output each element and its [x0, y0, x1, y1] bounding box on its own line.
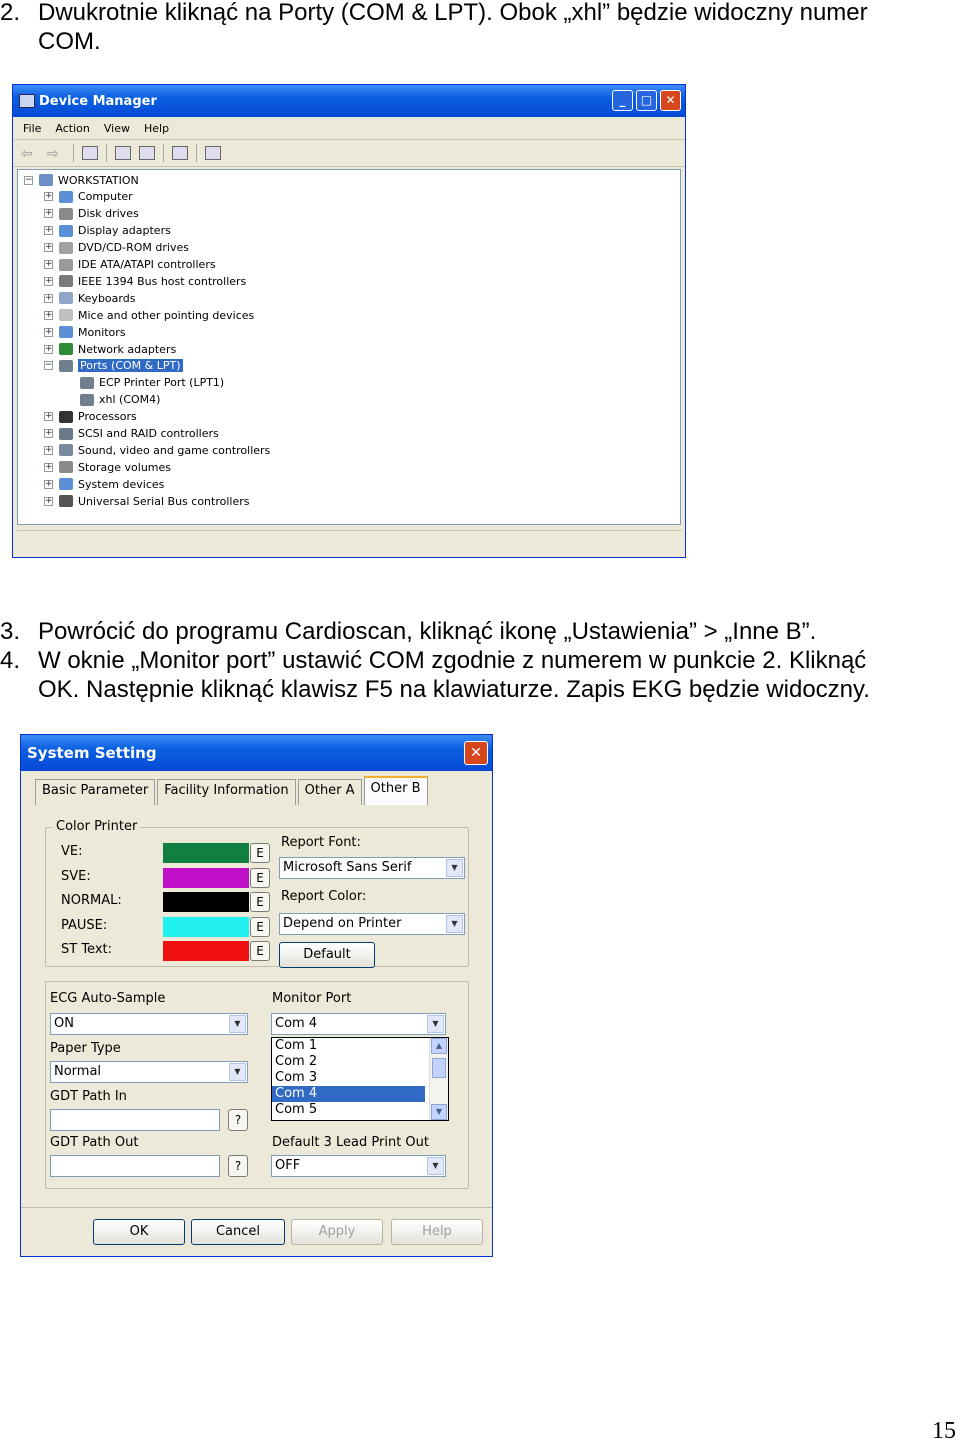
- expand-icon[interactable]: +: [45, 444, 53, 455]
- report-color-value: Depend on Printer: [283, 916, 402, 931]
- tree-item-label: IEEE 1394 Bus host controllers: [78, 274, 247, 288]
- expand-icon[interactable]: +: [45, 411, 53, 422]
- step-3-number: 3.: [0, 618, 21, 645]
- properties-icon[interactable]: [115, 146, 131, 160]
- tree-item-label: Network adapters: [78, 342, 177, 356]
- monitor-icon: [59, 326, 73, 338]
- workstation-icon: [39, 174, 53, 186]
- color-row-label: ST Text:: [61, 942, 112, 957]
- tree-item[interactable]: [44, 240, 189, 256]
- expand-icon[interactable]: +: [45, 275, 53, 286]
- disk-drive-icon: [59, 208, 73, 220]
- tree-item-label: WORKSTATION: [58, 173, 139, 187]
- print-icon[interactable]: [139, 146, 155, 160]
- tab-other-b[interactable]: Other B: [364, 776, 428, 805]
- tree-item-label: DVD/CD-ROM drives: [78, 241, 189, 255]
- tree-item-label: xhl (COM4): [99, 393, 161, 407]
- default-3lead-select[interactable]: [271, 1155, 446, 1177]
- expand-icon[interactable]: +: [45, 478, 53, 489]
- tree-item-label: Sound, video and game controllers: [78, 443, 271, 457]
- forward-arrow-icon[interactable]: ⇨: [47, 145, 59, 161]
- system-setting-titlebar[interactable]: [21, 735, 492, 771]
- color-row-label: PAUSE:: [61, 917, 108, 933]
- gdt-path-out-label: GDT Path Out: [50, 1135, 139, 1150]
- menu-file[interactable]: File: [23, 121, 42, 135]
- processor-icon: [59, 411, 73, 423]
- expand-icon[interactable]: +: [45, 208, 53, 219]
- toolbar-separator: [73, 144, 74, 162]
- default-3lead-label: Default 3 Lead Print Out: [272, 1135, 430, 1150]
- expand-icon[interactable]: +: [45, 461, 53, 472]
- port-option[interactable]: Com 2: [275, 1054, 318, 1069]
- chevron-down-icon[interactable]: ▼: [446, 915, 463, 933]
- tree-item-label: IDE ATA/ATAPI controllers: [78, 258, 216, 271]
- system-setting-title: System Setting: [27, 744, 157, 762]
- expand-icon[interactable]: +: [45, 225, 53, 236]
- tab-other-a[interactable]: Other A: [298, 779, 362, 805]
- chevron-down-icon[interactable]: ▼: [446, 859, 463, 877]
- edit-color-button[interactable]: E: [250, 868, 270, 888]
- close-button[interactable]: ✕: [660, 90, 681, 111]
- tree-item[interactable]: [44, 290, 135, 306]
- device-manager-icon: [19, 94, 35, 108]
- report-font-label: Report Font:: [281, 835, 361, 850]
- menu-action[interactable]: Action: [55, 121, 90, 135]
- chevron-down-icon[interactable]: ▼: [427, 1015, 444, 1033]
- color-row-label: VE:: [61, 844, 83, 859]
- report-font-select[interactable]: [279, 857, 465, 879]
- system-setting-window: [20, 734, 493, 1257]
- port-option[interactable]: Com 5: [275, 1102, 318, 1117]
- tree-item[interactable]: [44, 257, 216, 273]
- default-button[interactable]: Default: [279, 942, 375, 968]
- page-number: 15: [932, 1418, 956, 1444]
- tree-item-label: System devices: [78, 477, 165, 491]
- gdt-path-in-input[interactable]: [50, 1109, 220, 1131]
- scan-hardware-icon[interactable]: [205, 146, 221, 160]
- paper-type-value: Normal: [54, 1064, 102, 1079]
- tree-item[interactable]: [44, 324, 126, 340]
- ieee1394-icon: [59, 275, 73, 287]
- color-printer-label: Color Printer: [53, 819, 140, 834]
- chevron-down-icon[interactable]: ▼: [229, 1015, 246, 1033]
- toolbar: [13, 140, 685, 167]
- tree-item-label: Display adapters: [78, 224, 171, 238]
- tree-item-label: Disk drives: [78, 207, 139, 221]
- status-bar: [17, 530, 681, 553]
- tree-child-item[interactable]: [80, 375, 224, 391]
- expand-icon[interactable]: +: [45, 259, 53, 269]
- tree-item-label: Monitors: [78, 325, 126, 339]
- tab-basic-parameter[interactable]: Basic Parameter: [35, 779, 155, 805]
- collapse-icon[interactable]: −: [25, 174, 33, 185]
- color-swatch: [163, 917, 249, 937]
- tree-item[interactable]: [44, 493, 249, 509]
- report-color-label: Report Color:: [281, 889, 367, 904]
- mouse-icon: [59, 309, 73, 321]
- tree-item-label: Universal Serial Bus controllers: [78, 494, 250, 508]
- gdt-path-in-label: GDT Path In: [50, 1089, 127, 1104]
- port-option[interactable]: Com 4: [272, 1086, 425, 1102]
- ecg-auto-sample-select[interactable]: [50, 1013, 248, 1035]
- tree-item[interactable]: [44, 307, 254, 323]
- tree-item[interactable]: [44, 189, 133, 205]
- tree-item[interactable]: [44, 442, 270, 458]
- edit-color-button[interactable]: E: [250, 941, 270, 961]
- expand-icon[interactable]: +: [45, 428, 53, 438]
- toolbar-separator: [106, 144, 107, 162]
- expand-icon[interactable]: +: [45, 343, 53, 354]
- device-manager-title: Device Manager: [39, 93, 157, 109]
- chevron-down-icon[interactable]: ▼: [229, 1063, 246, 1081]
- step-4-number: 4.: [0, 647, 21, 674]
- show-hide-console-icon[interactable]: [82, 146, 98, 160]
- color-swatch: [163, 843, 249, 863]
- color-swatch: [163, 892, 249, 912]
- collapse-icon[interactable]: −: [45, 360, 53, 371]
- report-font-value: Microsoft Sans Serif: [283, 860, 412, 875]
- tree-item-label: ECP Printer Port (LPT1): [99, 376, 225, 390]
- tree-child-item[interactable]: [80, 392, 160, 408]
- gdt-path-in-browse-button[interactable]: ?: [228, 1109, 248, 1131]
- device-manager-titlebar[interactable]: [13, 85, 685, 117]
- tree-item[interactable]: [44, 358, 183, 374]
- step-4-text-cont: OK. Następnie kliknąć klawisz F5 na klawiaturze. Zapis EKG będzie widoczny.: [38, 676, 870, 703]
- edit-color-button[interactable]: E: [250, 843, 270, 863]
- tree-item-label: SCSI and RAID controllers: [78, 427, 219, 440]
- display-adapter-icon: [59, 225, 73, 237]
- close-button[interactable]: ✕: [464, 741, 488, 765]
- tab-facility-information[interactable]: Facility Information: [157, 779, 295, 805]
- device-tree[interactable]: [17, 169, 681, 525]
- step-2-text: Dwukrotnie kliknąć na Porty (COM & LPT). Obok „xhl” będzie widoczny numer: [38, 0, 868, 26]
- step-4-text: W oknie „Monitor port” ustawić COM zgodnie z numerem w punkcie 2. Kliknąć: [38, 647, 867, 674]
- ecg-auto-sample-value: ON: [54, 1016, 74, 1031]
- expand-icon[interactable]: +: [45, 309, 53, 320]
- toolbar-separator: [196, 144, 197, 162]
- color-swatch: [163, 941, 249, 961]
- step-2-number: 2.: [0, 0, 21, 26]
- apply-button[interactable]: Apply: [291, 1219, 383, 1245]
- cancel-button[interactable]: Cancel: [191, 1219, 285, 1245]
- expand-icon[interactable]: +: [45, 292, 53, 303]
- help-icon[interactable]: [172, 146, 188, 160]
- tree-item-label: Computer: [78, 190, 133, 204]
- scroll-down-icon[interactable]: ▼: [431, 1104, 447, 1120]
- menu-help[interactable]: Help: [143, 121, 170, 135]
- scsi-icon: [59, 428, 73, 440]
- monitor-port-value: Com 4: [275, 1016, 318, 1031]
- system-device-icon: [59, 478, 73, 490]
- tree-item[interactable]: [44, 409, 137, 425]
- scroll-up-icon[interactable]: ▲: [431, 1038, 447, 1054]
- network-adapter-icon: [59, 343, 73, 355]
- port-option[interactable]: Com 3: [275, 1070, 318, 1085]
- menu-bar: [13, 117, 685, 140]
- tree-item-label: Ports (COM & LPT): [80, 359, 181, 373]
- usb-icon: [59, 495, 73, 507]
- tree-item[interactable]: [44, 273, 246, 289]
- tree-item[interactable]: [44, 476, 164, 492]
- menu-view[interactable]: View: [103, 121, 130, 135]
- chevron-down-icon[interactable]: ▼: [427, 1157, 444, 1175]
- tree-item-label: Keyboards: [78, 291, 136, 305]
- printer-port-icon: [80, 377, 94, 389]
- device-manager-window: [12, 84, 686, 558]
- tree-root[interactable]: [24, 172, 139, 188]
- tree-item-label: Mice and other pointing devices: [78, 308, 255, 322]
- monitor-port-select[interactable]: [271, 1013, 446, 1035]
- back-arrow-icon[interactable]: ⇦: [21, 145, 33, 161]
- color-row-label: NORMAL:: [61, 893, 122, 908]
- tree-item-label: Processors: [78, 410, 137, 424]
- storage-volume-icon: [59, 461, 73, 473]
- step-3-text: Powrócić do programu Cardioscan, kliknąć ikonę „Ustawienia” > „Inne B”.: [38, 618, 817, 645]
- maximize-button[interactable]: □: [636, 90, 657, 111]
- default-3lead-value: OFF: [275, 1158, 301, 1173]
- monitor-port-dropdown-list[interactable]: [271, 1037, 449, 1121]
- ecg-auto-sample-label: ECG Auto-Sample: [50, 991, 166, 1006]
- tree-item-label: Storage volumes: [78, 460, 172, 474]
- divider: [21, 1207, 492, 1208]
- computer-icon: [59, 191, 73, 203]
- monitor-port-label: Monitor Port: [272, 991, 352, 1006]
- cdrom-icon: [59, 242, 73, 254]
- keyboard-icon: [59, 292, 73, 304]
- expand-icon[interactable]: +: [45, 191, 53, 202]
- paper-type-select[interactable]: [50, 1061, 248, 1083]
- edit-color-button[interactable]: E: [250, 892, 270, 912]
- tree-item[interactable]: [44, 341, 176, 357]
- tab-strip: [35, 779, 430, 805]
- port-icon: [59, 360, 73, 372]
- sound-icon: [59, 444, 73, 456]
- port-option[interactable]: Com 1: [275, 1038, 318, 1053]
- minimize-button[interactable]: _: [612, 90, 633, 111]
- scroll-thumb[interactable]: [432, 1058, 446, 1078]
- tree-item[interactable]: [44, 206, 139, 222]
- toolbar-separator: [163, 144, 164, 162]
- gdt-path-out-browse-button[interactable]: ?: [228, 1155, 248, 1177]
- help-button[interactable]: Help: [391, 1219, 483, 1245]
- expand-icon[interactable]: +: [45, 495, 53, 506]
- gdt-path-out-input[interactable]: [50, 1155, 220, 1177]
- color-row-label: SVE:: [61, 868, 91, 884]
- dropdown-scrollbar[interactable]: [429, 1038, 448, 1120]
- color-swatch: [163, 868, 249, 888]
- com-port-icon: [80, 394, 94, 406]
- tree-item[interactable]: [44, 223, 171, 239]
- ok-button[interactable]: OK: [93, 1219, 185, 1245]
- tree-item[interactable]: [44, 459, 171, 475]
- tree-item[interactable]: [44, 426, 219, 442]
- expand-icon[interactable]: +: [45, 242, 53, 253]
- paper-type-label: Paper Type: [50, 1041, 121, 1056]
- step-2-text-cont: COM.: [38, 28, 101, 55]
- edit-color-button[interactable]: E: [250, 917, 270, 937]
- report-color-select[interactable]: [279, 913, 465, 935]
- expand-icon[interactable]: +: [45, 326, 53, 337]
- ide-controller-icon: [59, 259, 73, 271]
